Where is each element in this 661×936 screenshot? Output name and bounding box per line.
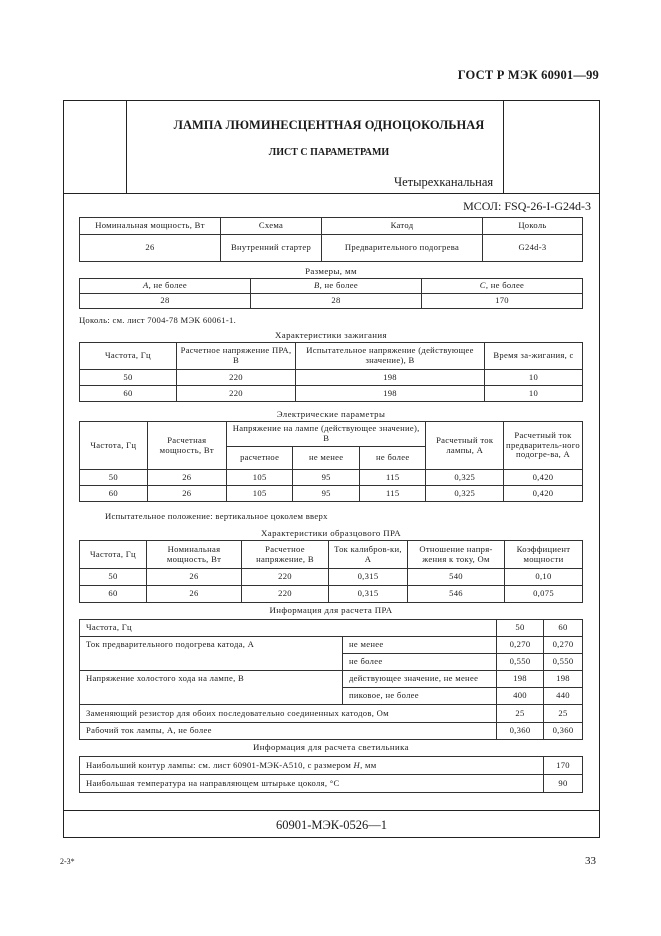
bi-freq-60: 60 xyxy=(544,620,583,637)
rb-h-freq: Частота, Гц xyxy=(80,541,147,569)
bi-ocv-peak-cond: пиковое, не более xyxy=(343,688,497,705)
rb-r2-voltage: 220 xyxy=(242,586,329,603)
ign-r2-freq: 60 xyxy=(80,386,177,402)
rb-r2-power: 26 xyxy=(147,586,242,603)
sheet-number: 60901-МЭК-0526—1 xyxy=(275,818,388,832)
el-h-v-max: не более xyxy=(359,447,426,470)
el-h-voltage: Напряжение на лампе (действующее значение), В xyxy=(226,422,426,447)
el-r1-power: 26 xyxy=(147,470,226,486)
footer-mark: 2-3* xyxy=(60,857,75,866)
dim-a-rest: , не более xyxy=(148,280,187,291)
ballast-info-table xyxy=(79,619,583,740)
bi-ocv-rms-cond: действующее значение, не менее xyxy=(343,671,497,688)
sheet-subtitle: ЛИСТ С ПАРАМЕТРАМИ xyxy=(268,147,390,158)
power-value: 26 xyxy=(80,235,221,262)
ignition-table xyxy=(79,342,583,402)
dim-b-value: 28 xyxy=(251,294,422,309)
rb-r2-ratio: 546 xyxy=(408,586,505,603)
cathode-value: Предварительного подогрева xyxy=(322,235,483,262)
ign-r2-voltage: 220 xyxy=(177,386,296,402)
electrical-table xyxy=(79,421,583,502)
bi-resistor-50: 25 xyxy=(497,705,544,723)
header-base: Цоколь xyxy=(483,218,583,235)
title-bottom-divider xyxy=(63,193,600,194)
ballast-info-caption: Информация для расчета ПРА xyxy=(269,605,393,615)
el-r2-current: 0,325 xyxy=(426,486,504,502)
el-r1-v-min: 95 xyxy=(293,470,360,486)
ign-r1-test: 198 xyxy=(296,370,485,386)
rb-r1-cal: 0,315 xyxy=(329,569,408,586)
dimensions-caption: Размеры, мм xyxy=(305,266,357,276)
standard-header: ГОСТ Р МЭК 60901—99 xyxy=(457,68,599,82)
dim-a-letter: A xyxy=(143,280,149,291)
el-r1-current: 0,325 xyxy=(426,470,504,486)
bi-ocv-rms-60: 198 xyxy=(544,671,583,688)
header-cathode: Катод xyxy=(322,218,483,235)
ign-h-test: Испытательное напряжение (действующее значение), В xyxy=(296,343,485,370)
rb-r1-freq: 50 xyxy=(80,569,147,586)
li-contour-label xyxy=(80,757,544,775)
dim-c-header xyxy=(422,279,583,294)
lamp-type: Четырехканальная xyxy=(394,175,494,189)
rb-h-cal: Ток калибров-ки, А xyxy=(329,541,408,569)
footer-divider xyxy=(63,810,600,811)
ign-r2-test: 198 xyxy=(296,386,485,402)
el-r2-freq: 60 xyxy=(80,486,148,502)
bi-preheat-min-50: 0,270 xyxy=(497,637,544,654)
li-contour-text: Наибольший контур лампы: см. лист 60901-МЭК-А510, с размером xyxy=(86,759,354,770)
header-scheme: Схема xyxy=(221,218,322,235)
rb-r2-freq: 60 xyxy=(80,586,147,603)
bi-preheat-min-cond: не менее xyxy=(343,637,497,654)
ign-h-voltage: Расчетное напряжение ПРА, В xyxy=(177,343,296,370)
el-h-power: Расчетная мощность, Вт xyxy=(147,422,226,470)
bi-current-60: 0,360 xyxy=(544,723,583,740)
bi-current-label: Рабочий ток лампы, А, не более xyxy=(80,723,497,740)
ign-r1-time: 10 xyxy=(485,370,583,386)
bi-preheat-max-cond: не более xyxy=(343,654,497,671)
bi-preheat-min-60: 0,270 xyxy=(544,637,583,654)
rb-r1-ratio: 540 xyxy=(408,569,505,586)
bi-preheat-max-60: 0,550 xyxy=(544,654,583,671)
bi-resistor-60: 25 xyxy=(544,705,583,723)
el-r2-power: 26 xyxy=(147,486,226,502)
el-r2-v-max: 115 xyxy=(359,486,426,502)
luminaire-info-caption: Информация для расчета светильника xyxy=(253,742,409,752)
rb-r2-pf: 0,075 xyxy=(505,586,583,603)
dim-b-rest: , не более xyxy=(319,280,358,291)
base-value: G24d-3 xyxy=(483,235,583,262)
ignition-caption: Характеристики зажигания xyxy=(275,330,387,340)
bi-freq-label: Частота, Гц xyxy=(80,620,497,637)
lamp-designation: МСОЛ: FSQ-26-I-G24d-3 xyxy=(463,199,591,213)
ign-h-time: Время за-жигания, с xyxy=(485,343,583,370)
el-r1-v-rated: 105 xyxy=(226,470,292,486)
dimensions-table xyxy=(79,278,583,309)
main-params-table xyxy=(79,217,583,262)
el-h-current: Расчетный ток лампы, А xyxy=(426,422,504,470)
el-r1-preheat: 0,420 xyxy=(503,470,582,486)
header-power: Номинальная мощность, Вт xyxy=(80,218,221,235)
page-number: 33 xyxy=(585,855,596,867)
bi-ocv-rms-50: 198 xyxy=(497,671,544,688)
el-r2-v-rated: 105 xyxy=(226,486,292,502)
rb-h-ratio: Отношение напря-жения к току, Ом xyxy=(408,541,505,569)
dim-b-header xyxy=(251,279,422,294)
el-r1-v-max: 115 xyxy=(359,470,426,486)
li-contour-unit: , мм xyxy=(360,759,377,770)
luminaire-info-table xyxy=(79,756,583,793)
rb-r2-cal: 0,315 xyxy=(329,586,408,603)
el-h-v-rated: расчетное xyxy=(226,447,292,470)
test-position-note: Испытательное положение: вертикальное цоколем вверх xyxy=(105,511,328,521)
bi-freq-50: 50 xyxy=(497,620,544,637)
ign-r1-freq: 50 xyxy=(80,370,177,386)
ign-r2-time: 10 xyxy=(485,386,583,402)
dim-b-letter: B xyxy=(314,280,320,291)
rb-h-pf: Коэффициент мощности xyxy=(505,541,583,569)
bi-resistor-label: Заменяющий резистор для обоих последовательно соединенных катодов, Ом xyxy=(80,705,497,723)
bi-preheat-max-50: 0,550 xyxy=(497,654,544,671)
li-contour-value: 170 xyxy=(544,757,583,775)
rb-r1-voltage: 220 xyxy=(242,569,329,586)
bi-ocv-peak-50: 400 xyxy=(497,688,544,705)
li-temp-label: Наибольшая температура на направляющем штырьке цоколя, °С xyxy=(80,775,544,793)
el-h-v-min: не менее xyxy=(293,447,360,470)
scheme-value: Внутренний стартер xyxy=(221,235,322,262)
ref-ballast-table xyxy=(79,540,583,603)
rb-r1-pf: 0,10 xyxy=(505,569,583,586)
el-h-freq: Частота, Гц xyxy=(80,422,148,470)
base-note: Цоколь: см. лист 7004-78 МЭК 60061-1. xyxy=(79,315,237,325)
li-contour-letter: H xyxy=(353,759,361,770)
el-r1-freq: 50 xyxy=(80,470,148,486)
dim-c-value: 170 xyxy=(422,294,583,309)
el-r2-v-min: 95 xyxy=(293,486,360,502)
electrical-caption: Электрические параметры xyxy=(276,409,386,419)
sheet-title: ЛАМПА ЛЮМИНЕСЦЕНТНАЯ ОДНОЦОКОЛЬНАЯ xyxy=(173,118,485,132)
bi-ocv-peak-60: 440 xyxy=(544,688,583,705)
li-temp-value: 90 xyxy=(544,775,583,793)
rb-h-voltage: Расчетное напряжение, В xyxy=(242,541,329,569)
dim-a-value: 28 xyxy=(80,294,251,309)
ign-h-freq: Частота, Гц xyxy=(80,343,177,370)
bi-preheat-label: Ток предварительного подогрева катода, А xyxy=(80,637,343,671)
dim-c-letter: C xyxy=(479,280,486,291)
rb-h-power: Номинальная мощность, Вт xyxy=(147,541,242,569)
dim-a-header xyxy=(80,279,251,294)
rb-r1-power: 26 xyxy=(147,569,242,586)
ign-r1-voltage: 220 xyxy=(177,370,296,386)
ref-ballast-caption: Характеристики образцового ПРА xyxy=(261,528,401,538)
el-h-preheat: Расчетный ток предваритель-ного подогре-ва, А xyxy=(503,422,582,470)
bi-current-50: 0,360 xyxy=(497,723,544,740)
el-r2-preheat: 0,420 xyxy=(503,486,582,502)
dim-c-rest: , не более xyxy=(485,280,525,291)
bi-ocv-label: Напряжение холостого хода на лампе, В xyxy=(80,671,343,705)
